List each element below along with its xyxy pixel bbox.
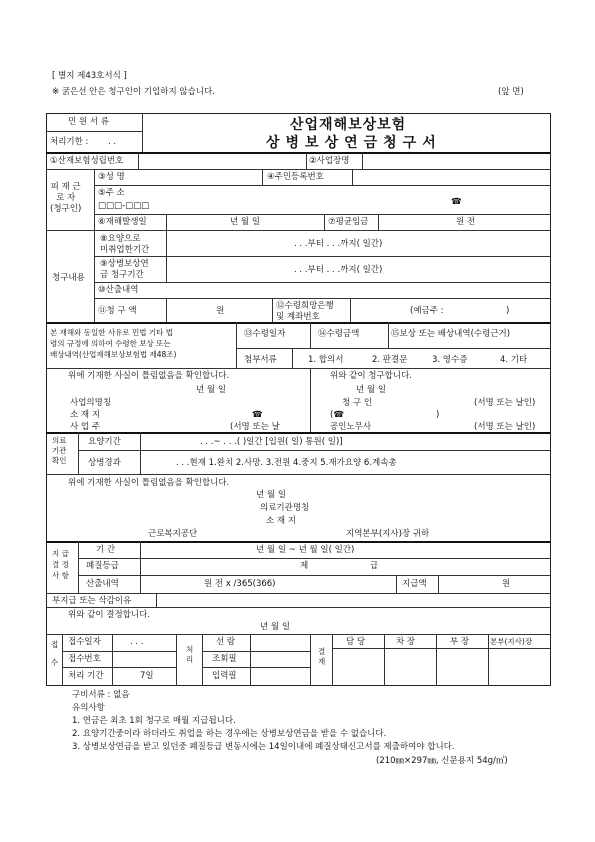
pension-period-label: ⑨상병보상연 금 청구기간	[100, 259, 149, 281]
received-amount-col: ⑭수령금액	[318, 329, 360, 339]
process-period-label: 처리 기간	[68, 671, 104, 681]
form-title-line1: 산업재해보상보험	[290, 117, 407, 133]
biz-phone-icon: ☎	[252, 410, 263, 420]
grade-label: 폐질등급	[86, 561, 119, 571]
decision-calc-label: 산출내역	[86, 579, 119, 589]
decided-text: 위와 같이 결정합니다.	[68, 610, 151, 620]
calc-label: ⑩산출내역	[98, 285, 139, 295]
comp-detail-col: ⑮보상 또는 배상내역(수령근거)	[391, 329, 511, 339]
approval-label: 결 재	[318, 647, 326, 666]
medical-care-value: . . .~ . . .( )일간 [입원( 일) 통원( 일)]	[200, 437, 343, 447]
medical-group-label: 의료 기관 확인	[52, 436, 67, 466]
attach-3: 3. 영수증	[432, 355, 468, 365]
depositor-label: (예금주 :	[410, 306, 444, 316]
worker-group-label: 피 재 근 로 자 (청구인)	[50, 182, 82, 215]
injury-date-value: 년 월 일	[230, 217, 261, 227]
depositor-close: )	[506, 306, 510, 316]
paper-spec: (210㎜×297㎜, 신문용지 54g/㎡)	[376, 756, 508, 766]
medical-inst-location: 소 재 지	[266, 516, 297, 526]
amount-label: ⑪청 구 액	[98, 306, 137, 316]
decision-calc-value: 원 전 x /365(366)	[204, 579, 276, 589]
owner-confirm-heading: 위에 기재한 사실이 틀림없음을 확인합니다.	[68, 371, 230, 381]
address-label: ⑤주 소	[98, 188, 125, 198]
proc-label: 처 리	[186, 645, 194, 664]
care-period-value: . . .부터 . . .까지( 일간)	[294, 239, 383, 249]
input-label: 입력필	[212, 671, 237, 681]
received-date-col: ⑬수령일자	[244, 329, 286, 339]
avg-wage-unit: 원 전	[456, 217, 476, 227]
zip-placeholder: □□□-□□□	[98, 201, 150, 211]
attach-label: 첨부서류	[244, 355, 277, 365]
care-period-label: ⑧요양으로 미취업한기간	[100, 234, 150, 256]
form-title-line2: 상병보상연금청구서	[266, 135, 442, 151]
medical-confirm-date: 년 월 일	[256, 490, 287, 500]
claimant-label: 청 구 인	[342, 398, 373, 408]
elect-label: 선 람	[216, 637, 236, 647]
biz-name-label: 사업의명칭	[70, 398, 112, 408]
other-comp-text: 본 재해와 동일한 사유로 민법 기타 법 령의 규정에 의하여 수령한 보상 또는 배상내역(산업재해보상보험법 제48조)	[50, 328, 177, 359]
process-period-value: 7일	[140, 671, 154, 681]
received-no-label: 접수번호	[68, 654, 101, 664]
pay-label: 지급액	[402, 579, 427, 589]
decision-period-label: 기 간	[96, 545, 116, 555]
claim-group-label: 청구내용	[52, 273, 85, 283]
attach-2: 2. 판결문	[372, 355, 408, 365]
rrn-label: ④주민등록번호	[267, 172, 324, 182]
medical-confirm-heading: 위에 기재한 사실이 틀림없음을 확인합니다.	[68, 478, 230, 488]
claim-heading: 위와 같이 청구합니다.	[330, 371, 413, 381]
insurance-no-label: ①산재보험성립번호	[50, 156, 124, 166]
medical-inst-name: 의료기관명칭	[260, 503, 310, 513]
phone-icon: ☎	[451, 197, 462, 207]
medical-progress-label: 상병경과	[88, 458, 121, 468]
note-2: 2. 요양기간중이라 하더라도 취업을 하는 경우에는 상병보상연금을 받을 수 없습니다.	[72, 729, 387, 739]
pay-unit: 원	[502, 579, 511, 589]
amount-unit: 원	[216, 306, 225, 316]
notes-title: 유의사항	[72, 703, 105, 713]
decided-date: 년 월 일	[260, 622, 291, 632]
note-1: 1. 연금은 최초 1회 청구로 매월 지급됩니다.	[72, 716, 236, 726]
receipt-label: 민 원 서 류	[68, 117, 109, 127]
labor-attorney-label: 공인노무사	[330, 422, 372, 432]
notice-text: ※ 굵은선 안은 청구인이 기입하지 않습니다.	[52, 87, 215, 97]
attach-1: 1. 합의서	[308, 355, 344, 365]
approver-3: 부 장	[450, 637, 470, 647]
claimant-sign: (서명 또는 날인)	[474, 398, 536, 408]
approver-2: 차 장	[396, 637, 416, 647]
received-date-value: . . .	[130, 637, 144, 647]
biz-location-label: 소 재 지	[70, 410, 101, 420]
workplace-label: ②사업장명	[309, 156, 350, 166]
bank-label: ⑫수령희망은행 및 계좌번호	[276, 301, 334, 323]
grade-value: 제	[300, 561, 309, 571]
owner-confirm-date: 년 월 일	[196, 385, 227, 395]
grade-unit: 급	[370, 561, 379, 571]
deadline-label: 처리기한 :	[50, 137, 89, 147]
process-group-label: 접 수	[51, 640, 59, 667]
avg-wage-label: ⑦평균임금	[328, 217, 369, 227]
approver-4: 본부(지사)장	[490, 637, 533, 646]
medical-progress-value: . . .현재 1.완치 2.사망. 3.전원 4.중지 5.재가요양 6.계속총	[176, 458, 397, 468]
branch-name: 지역본부(지사)장 귀하	[346, 529, 430, 539]
medical-care-label: 요양기간	[88, 437, 121, 447]
required-docs: 구비서류 : 없음	[72, 690, 130, 700]
attach-4: 4. 기타	[500, 355, 528, 365]
inquiry-label: 조회필	[212, 654, 237, 664]
reason-label: 부지급 또는 삭감이유	[52, 596, 132, 606]
labor-attorney-sign: (서명 또는 날인)	[474, 422, 536, 432]
received-date-label: 접수일자	[68, 637, 101, 647]
owner-label: 사 업 주	[70, 422, 101, 432]
name-label: ③성 명	[98, 172, 125, 182]
claimant-phone: (☎	[330, 410, 344, 420]
decision-period-value: 년 월 일 ~ 년 월 일( 일간)	[256, 545, 355, 555]
claim-date: 년 월 일	[356, 385, 387, 395]
pension-period-value: . . .부터 . . .까지( 일간)	[294, 265, 383, 275]
note-3: 3. 상병보상연금을 받고 있던중 폐질등급 변동시에는 14일이내에 폐질상태신고서를 제출하여야 합니다.	[72, 742, 455, 752]
injury-date-label: ⑥재해발생일	[98, 217, 147, 227]
form-number: [ 별지 제43호서식 ]	[52, 71, 127, 81]
claimant-phone-close: )	[436, 410, 440, 420]
agency-name: 근로복지공단	[148, 529, 198, 539]
owner-sign: (서명 또는 날	[230, 422, 280, 432]
page-side: (앞 면)	[498, 87, 524, 97]
deadline-value: . .	[108, 137, 117, 147]
approver-1: 담 당	[346, 637, 366, 647]
decision-group-label: 지 급 결 정 사 항	[52, 549, 69, 580]
